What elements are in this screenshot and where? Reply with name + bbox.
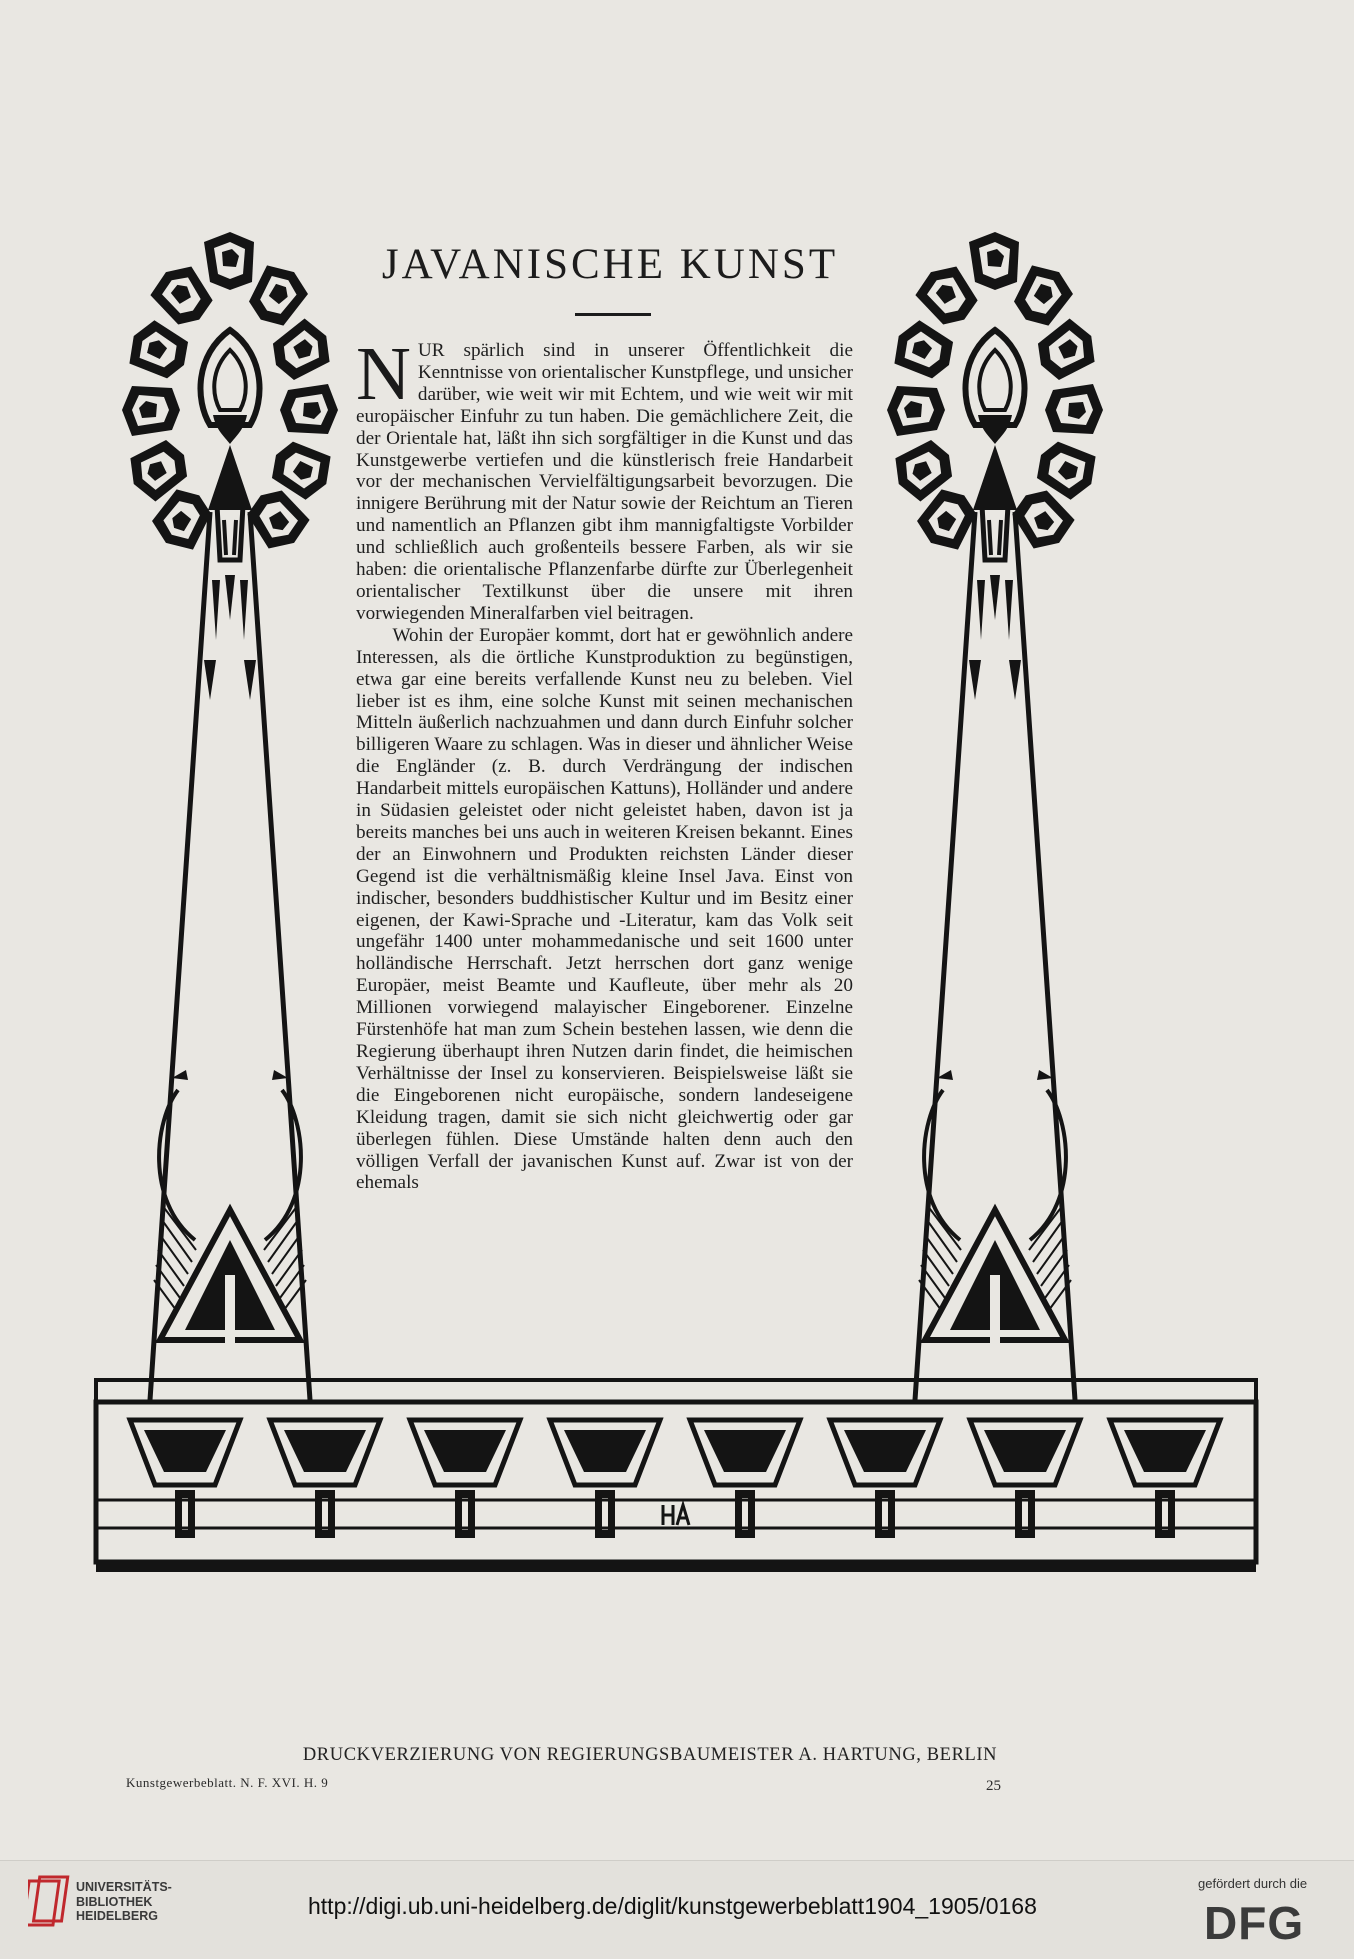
paragraph-1-text: UR spärlich sind in unserer Öffentlichkeit die Kenntnisse von orientalischer Kunstpflege, und unsicher darüber, wie weit wir mit Echtem, und wie weit wir mit europäischer Einfuhr zu tun haben. Die gemächlichere Zeit, die der Orientale hat, läßt ihn sich sorgfältiger in die Kunst und das Kunstgewerbe vertiefen und die künstlerisch freie Handarbeit vor der mechanischen Vervielfältigungsarbeit bevorzugen. Die innigere Berührung mit der Natur sowie der Reichtum an Tieren und namentlich an Pflanzen gibt ihm mannigfaltigste Vorbilder und schließlich auch großenteils bessere Farben, als wir sie haben: die orientalische Pflanzenfarbe dürfte zur Überlegenheit orientalischer Textilkunst über die unsere mit ihren vorwiegenden Mineralfarben viel beitragen. — [356, 340, 853, 624]
dropcap-initial: N — [356, 332, 411, 416]
page-number: 25 — [986, 1778, 1001, 1794]
library-name-line-1: UNIVERSITÄTS- — [76, 1880, 172, 1894]
permalink-url[interactable]: http://digi.ub.uni-heidelberg.de/diglit/kunstgewerbeblatt1904_1905/0168 — [308, 1893, 1037, 1919]
article-body — [356, 332, 853, 1194]
library-name-line-2: BIBLIOTHEK — [76, 1894, 153, 1909]
dfg-logo: DFG — [1204, 1897, 1305, 1949]
article-title: JAVANISCHE KUNST — [381, 241, 839, 288]
title-rule — [575, 313, 651, 316]
ornament-caption: DRUCKVERZIERUNG VON REGIERUNGSBAUMEISTER A. HARTUNG, BERLIN — [302, 1745, 998, 1765]
university-library-logo — [28, 1875, 72, 1931]
library-name-line-3: HEIDELBERG — [76, 1909, 158, 1923]
paragraph-1 — [356, 332, 853, 625]
library-name — [76, 1880, 172, 1924]
funded-by-label: gefördert durch die — [1198, 1876, 1308, 1891]
journal-reference: Kunstgewerbeblatt. N. F. XVI. H. 9 — [126, 1775, 329, 1790]
paragraph-2: Wohin der Europäer kommt, dort hat er gewöhnlich andere Interessen, als die örtliche Kunstproduktion zu begünstigen, etwa gar eine bereits verfallende Kunst neu zu beleben. Viel lieber ist es ihm, eine solche Kunst mit seinen mechanischen Mitteln äußerlich nachzuahmen und dann durch Einfuhr solcher billigeren Waare zu schlagen. Was in dieser und ähnlicher Weise die Engländer (z. B. durch Verdrängung der indischen Handarbeit mittels europäischen Kattuns), Holländer und andere in Südasien geleistet oder nicht geleistet haben, davon ist ja bereits manches bei uns auch in weiteren Kreisen bekannt. Eines der an Einwohnern und Produkten reichsten Länder dieser Gegend ist die verhältnismäßig kleine Insel Java. Einst von indischer, besonders buddhistischer Kultur und im Besitz einer eigenen, der Kawi-Sprache und -Literatur, kam das Volk seit ungefähr 1400 unter mohammedanische und seit 1600 unter holländische Herrschaft. Jetzt herrschen dort ganz wenige Europäer, meist Beamte und Kaufleute, über mehr als 20 Millionen vorwiegend malayischer Eingeborener. Einzelne Fürstenhöfe hat man zum Schein bestehen lassen, wie denn die Regierung überhaupt ihren Nutzen darin findet, die heimischen Verhältnisse der Insel zu konservieren. Beispielsweise läßt sie die Eingeborenen nicht europäische, sondern landeseigene Kleidung tragen, damit sie sich nicht gleichwertig oder gar überlegen fühlen. Diese Umstände halten denn auch den völligen Verfall der javanischen Kunst auf. Zwar ist von der ehemals — [356, 624, 853, 1194]
